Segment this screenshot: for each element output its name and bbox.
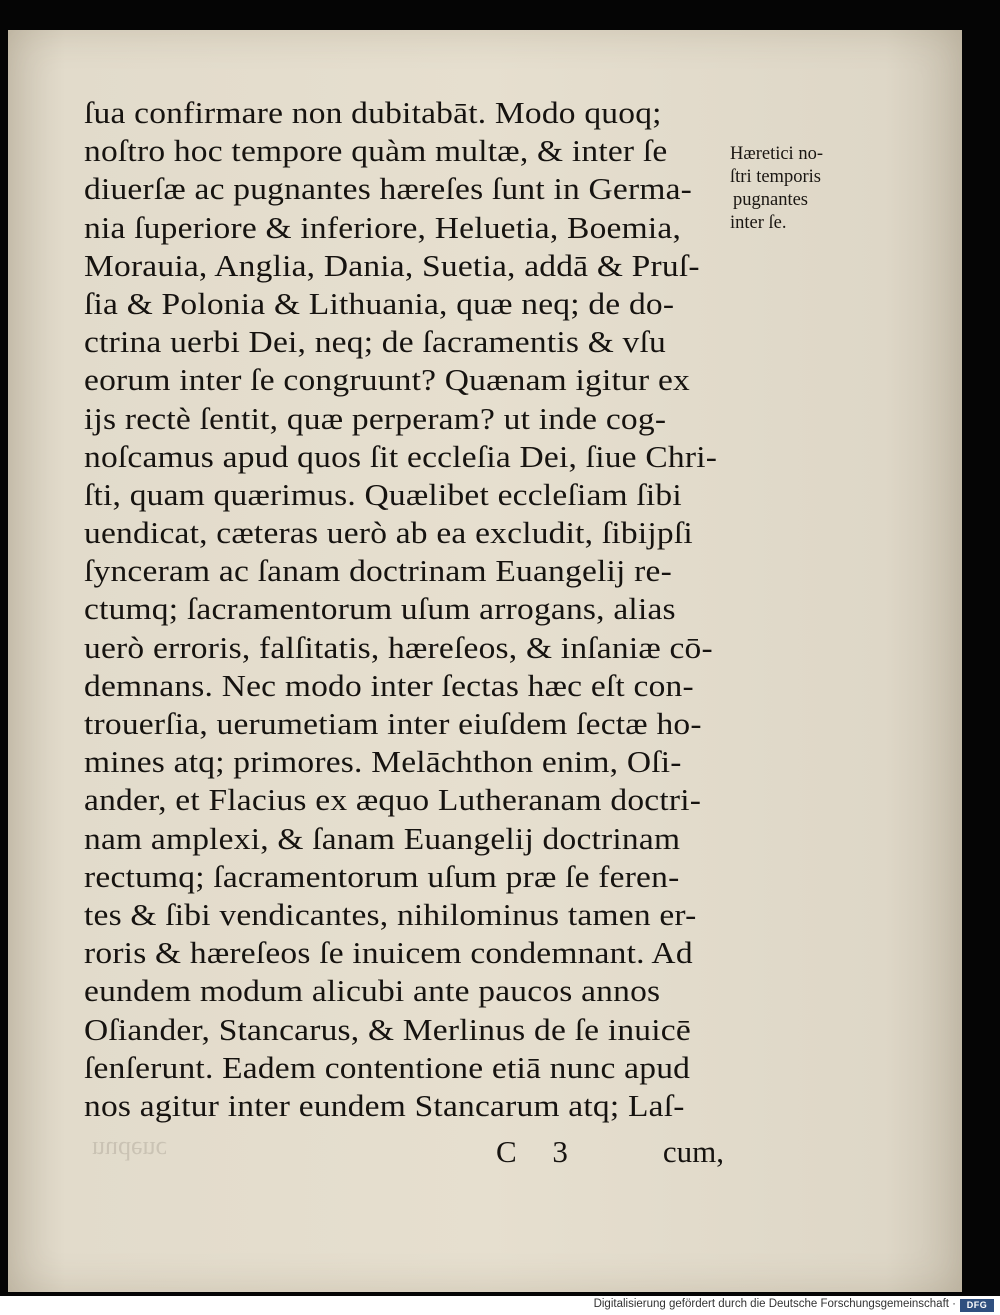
text-line: eorum inter ſe congruunt? Quænam igitur ex — [84, 362, 690, 398]
text-line: eundem modum alicubi ante paucos annos — [84, 973, 661, 1009]
signature-mark: C 3 — [496, 1134, 582, 1169]
marginal-note-line: pugnantes — [733, 190, 809, 210]
marginal-note — [730, 143, 880, 235]
text-line: uendicat, cæteras uerò ab ea excludit, ſibijpſi — [84, 515, 693, 551]
text-line: noſtro hoc tempore quàm multæ, & inter ſe — [84, 133, 668, 169]
text-line: ſynceram ac ſanam doctrinam Euangelij re- — [84, 553, 672, 589]
text-line: ctumq; ſacramentorum uſum arrogans, alias — [84, 591, 676, 627]
text-line: trouerſia, uerumetiam inter eiuſdem ſectæ ho- — [84, 706, 702, 741]
text-line: ctrina uerbi Dei, neq; de ſacramentis & vſu — [84, 324, 666, 360]
bleed-through-text: nudenc — [92, 1136, 168, 1165]
marginal-note-line: ſtri temporis — [730, 167, 821, 187]
text-line: roris & hæreſeos ſe inuicem condemnant. Ad — [84, 935, 693, 971]
text-line: ander, et Flacius ex æquo Lutheranam doctri- — [84, 782, 702, 818]
text-line: ijs rectè ſentit, quæ perperam? ut inde cog- — [84, 400, 667, 436]
text-line: ſua confirmare non dubitabāt. Modo quoq; — [84, 95, 662, 130]
text-line: Oſiander, Stancarus, & Merlinus de ſe inuicē — [84, 1011, 691, 1047]
funding-credit: Digitalisierung gefördert durch die Deutsche Forschungsgemeinschaft · — [593, 1298, 956, 1310]
book-page — [8, 30, 962, 1292]
footer-bar — [0, 1296, 1000, 1315]
text-line: rectumq; ſacramentorum uſum præ ſe feren- — [84, 858, 680, 894]
text-line: Morauia, Anglia, Dania, Suetia, addā & Pruſ- — [84, 247, 700, 283]
text-line: nos agitur inter eundem Stancarum atq; Laſ- — [84, 1087, 685, 1123]
text-line: ſia & Polonia & Lithuania, quæ neq; de do- — [84, 285, 675, 321]
marginal-note-line: inter ſe. — [730, 213, 787, 233]
main-text-block — [84, 94, 734, 1125]
dfg-logo: DFG — [960, 1299, 994, 1312]
text-line: ſti, quam quærimus. Quælibet eccleſiam ſibi — [84, 476, 682, 512]
text-line: noſcamus apud quos ſit eccleſia Dei, ſiue Chri- — [84, 438, 718, 474]
text-line: tes & ſibi vendicantes, nihilominus tamen er- — [84, 896, 697, 932]
marginal-note-line: Hæretici no- — [730, 144, 823, 164]
catchword: cum, — [662, 1134, 724, 1169]
text-line: nam amplexi, & ſanam Euangelij doctrinam — [84, 820, 681, 856]
text-line: ſenſerunt. Eadem contentione etiā nunc apud — [84, 1049, 691, 1085]
catchline — [84, 1134, 724, 1174]
text-line: demnans. Nec modo inter ſectas hæc eſt con- — [84, 667, 694, 703]
text-line: nia ſuperiore & inferiore, Heluetia, Boemia, — [84, 209, 682, 245]
text-line: diuerſæ ac pugnantes hæreſes ſunt in Germa- — [84, 171, 693, 207]
text-line: mines atq; primores. Melāchthon enim, Oſi- — [84, 744, 682, 780]
text-line: uerò erroris, falſitatis, hæreſeos, & inſaniæ cō- — [84, 629, 713, 665]
